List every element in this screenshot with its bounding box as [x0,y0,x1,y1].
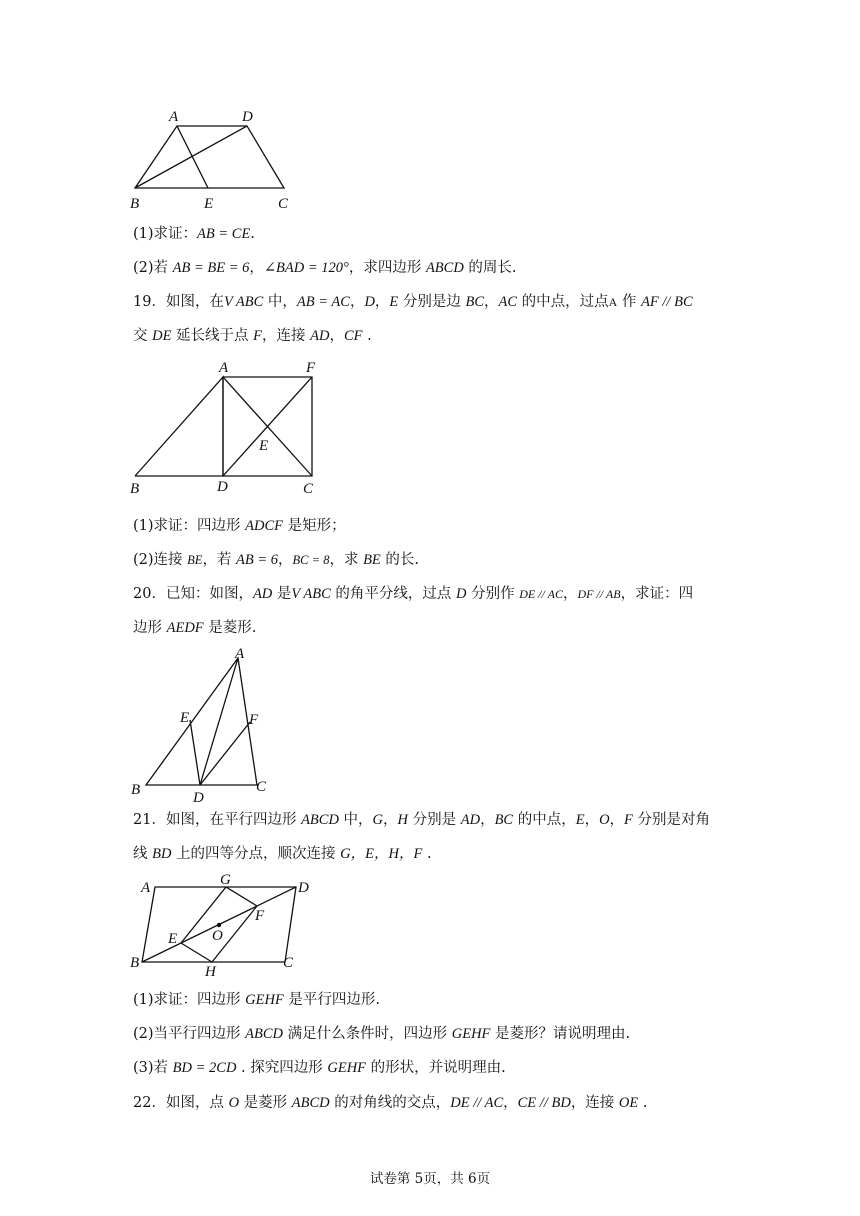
label-E: E [168,931,178,947]
math: ABCD [245,1026,284,1042]
text: 的周长. [463,260,517,276]
figure-q20-rhombus [128,644,278,804]
q18-part1 [133,224,733,244]
text: (2)连接 [133,552,188,568]
page-footer: 试卷第 5页，共 6页 [369,1171,491,1187]
math: V ABC [223,294,264,310]
text: 分别作 [466,586,520,602]
label-A: A [235,646,245,662]
text: . [250,226,255,242]
math: AD [252,586,273,602]
math: GEHF [451,1026,491,1042]
math: AB = BE = 6 [172,260,250,276]
text: 是菱形. [203,620,257,636]
text: ， [584,812,600,828]
text: (1)求证： [133,226,198,242]
figure-q19-rectangle [128,360,328,500]
math: DF // AB [577,587,621,601]
math: G，E，H，F [340,846,423,862]
text: . [362,328,372,344]
figure-q20-svg [128,644,278,804]
point-O [217,923,221,927]
math: CE // BD [517,1095,571,1111]
label-D: D [298,880,309,896]
math: BC [465,294,485,310]
figure-q21-parallelogram [128,870,328,980]
text: (3)若 [133,1060,173,1076]
label-C: C [256,779,267,795]
math: AF // BC [641,294,693,310]
text: ， [278,552,293,568]
label-B: B [131,782,141,798]
text: 20．已知：如图， [133,586,253,602]
text: ， [484,294,499,310]
math: AB = 6 [236,552,279,568]
figure-q19-svg [128,360,328,500]
text: . 探究四边形 [236,1060,328,1076]
math: ABCD [291,1095,330,1111]
math: F [253,328,263,344]
text: 上的四等分点，顺次连接 [171,846,341,862]
q21-part2 [133,1024,733,1044]
text: ，若 [202,552,237,568]
text: 的长. [380,552,420,568]
q21-line2 [133,844,733,864]
label-D: D [193,790,204,806]
text: 分别是边 [398,294,466,310]
math: OE [618,1095,639,1111]
label-A: A [169,109,179,125]
q19-line2 [133,326,733,346]
label-F: F [255,908,265,924]
text: ， [329,328,344,344]
math: BC [494,812,514,828]
math: ∠BAD = 120° [263,260,349,276]
text: . [422,846,432,862]
text: 21．如图，在平行四边形 [133,812,302,828]
label-C: C [283,955,294,971]
label-O: O [212,928,223,944]
text: 边形 [133,620,167,636]
math: CF [343,328,363,344]
math: D [455,586,467,602]
math: BD = 2CD [172,1060,237,1076]
math: AB = CE [197,226,251,242]
text: 的对角线的交点， [329,1095,451,1111]
math: G [372,812,384,828]
math: D [364,294,375,310]
math: AD [310,328,330,344]
text: . [638,1095,648,1111]
label-A: A [219,360,229,376]
text: ， [349,294,365,310]
text: ， [249,260,264,276]
q19-line1 [133,292,733,312]
text: ， [480,812,495,828]
math: AEDF [166,620,204,636]
math: DE // AC [450,1095,504,1111]
math: DE [152,328,172,344]
text: ， [562,586,578,602]
q21-part3 [133,1058,733,1078]
math: ABCD [425,260,464,276]
text: 是矩形； [283,518,346,534]
label-E: E [204,196,214,212]
text: 分别是 [408,812,461,828]
math: GEHF [327,1060,367,1076]
text: 延长线于点 [171,328,254,344]
text: (2)当平行四边形 [133,1026,246,1042]
label-F: F [306,360,316,376]
q21-part1 [133,990,733,1010]
label-D: D [242,109,253,125]
label-B: B [130,955,140,971]
text: ，求四边形 [348,260,426,276]
text: ，求 [329,552,364,568]
text: 交 [133,328,153,344]
q19-part2 [133,550,733,570]
math: AB = AC [296,294,350,310]
figure-q21-svg [128,870,328,980]
math: GEHF [245,992,284,1008]
text: 的形状，并说明理由. [366,1060,506,1076]
text: 的中点，过点 [517,294,609,310]
text: ，求证：四 [620,586,694,602]
q20-line1 [133,584,733,604]
text: 22．如图，点 [133,1095,229,1111]
label-B: B [130,481,140,497]
text: 是平行四边形. [283,992,381,1008]
text: 作 [617,294,642,310]
text: 满足什么条件时，四边形 [283,1026,452,1042]
text: 中， [263,294,297,310]
math: ADCF [245,518,284,534]
text: 是菱形？请说明理由. [490,1026,631,1042]
math: V ABC [291,586,331,602]
math: A [608,295,618,309]
text: 分别是对角 [632,812,711,828]
text: ，连接 [570,1095,619,1111]
math: F [624,812,633,828]
math: BD [152,846,172,862]
math: AC [498,294,518,310]
text: ， [609,812,625,828]
label-D: D [217,479,228,495]
text: ， [374,294,390,310]
text: ，连接 [262,328,311,344]
q19-part1 [133,516,733,536]
q22-line1 [133,1093,733,1113]
text: 中， [338,812,373,828]
q20-line2 [133,618,733,638]
math: H [397,812,408,828]
math: E [575,812,585,828]
label-E: E [180,710,190,726]
text: 是菱形 [239,1095,292,1111]
math: DE // AC [519,587,563,601]
label-E: E [259,438,269,454]
text: 的角平分线，过点 [330,586,456,602]
label-F: F [249,712,259,728]
math: E [389,294,399,310]
text: (1)求证：四边形 [133,992,246,1008]
text: ， [383,812,398,828]
label-C: C [278,196,289,212]
label-G: G [220,872,231,888]
text: 19．如图，在 [133,294,224,310]
math: BC = 8 [292,553,330,567]
text: ， [503,1095,518,1111]
math: O [228,1095,240,1111]
math: O [599,812,610,828]
math: BE [187,553,203,567]
text: (1)求证：四边形 [133,518,246,534]
math: AD [460,812,481,828]
text: (2)若 [133,260,173,276]
label-C: C [303,481,314,497]
label-B: B [130,196,140,212]
figure-q18-trapezoid [130,106,300,216]
q21-line1 [133,810,733,830]
text: 线 [133,846,153,862]
math: BE [363,552,381,568]
text: 的中点， [513,812,576,828]
label-A: A [141,880,151,896]
figure-q18-svg [130,106,300,216]
q18-part2 [133,258,733,278]
math: ABCD [301,812,339,828]
text: 是 [272,586,292,602]
label-H: H [205,964,216,980]
